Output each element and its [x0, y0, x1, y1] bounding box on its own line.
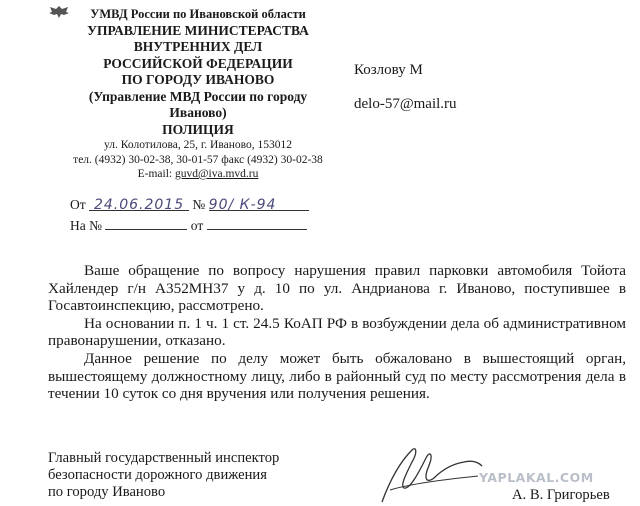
- handwritten-number: 90/ К-94: [209, 197, 309, 211]
- letterhead-email: [48, 167, 348, 182]
- signatory-title: [48, 450, 279, 501]
- letterhead-line: РОССИЙСКОЙ ФЕДЕРАЦИИ: [103, 55, 293, 71]
- signatory-title-line: по городу Иваново: [48, 484, 166, 500]
- letterhead-line: ВНУТРЕННИХ ДЕЛ: [133, 39, 263, 54]
- watermark: YAPLAKAL.COM: [479, 470, 594, 485]
- reference-row-outgoing: [70, 197, 309, 213]
- letterhead-line: (Управление МВД России по городу: [88, 88, 308, 104]
- number-sign: №: [192, 197, 206, 212]
- body-paragraph: На основании п. 1 ч. 1 ст. 24.5 КоАП РФ в возбуждении дела об административном правонарушении, отказано.: [48, 314, 626, 350]
- letter-body: [48, 262, 626, 403]
- recipient-name: Козлову М: [354, 62, 423, 78]
- letterhead-address: ул. Колотилова, 25, г. Иваново, 153012: [104, 139, 292, 151]
- to-label: На №: [70, 218, 102, 233]
- recipient-email: delo-57@mail.ru: [354, 96, 457, 112]
- letterhead-line: УМВД России по Ивановской области: [90, 7, 306, 21]
- reference-row-incoming: [70, 216, 307, 234]
- from-label: От: [70, 197, 86, 212]
- signatory-name: А. В. Григорьев: [512, 487, 610, 503]
- body-paragraph: Данное решение по делу может быть обжаловано в вышестоящий орган, вышестоящему должностному лицу, либо в районный суд по месту рассмотрения дела в течении 10 суток со дня вручения или получения решения.: [48, 349, 626, 403]
- signatory-title-line: Главный государственный инспектор: [48, 450, 280, 466]
- blank-date-field: [207, 216, 307, 230]
- body-paragraph: Ваше обращение по вопросу нарушения правил парковки автомобиля Тойота Хайлендер г/н А352МН37 у д. 10 по ул. Андрианова г. Иваново, поступившее в Госавтоинспекцию, рассмотрено.: [48, 262, 626, 315]
- letterhead-line: ПО ГОРОДУ ИВАНОВО: [121, 72, 275, 87]
- letterhead-line: Иваново): [169, 105, 227, 120]
- from-label-2: от: [190, 218, 204, 233]
- letterhead-line: УПРАВЛЕНИЕ МИНИСТЕРАСТВА: [87, 22, 309, 38]
- letterhead-police: ПОЛИЦИЯ: [162, 121, 234, 137]
- letterhead: [48, 6, 348, 182]
- blank-number-field: [105, 216, 187, 230]
- signatory-title-line: безопасности дорожного движения: [48, 467, 267, 483]
- handwritten-date: 24.06.2015: [89, 197, 189, 211]
- email-label: E-mail:: [137, 168, 173, 180]
- letterhead-phones: тел. (4932) 30-02-38, 30-01-57 факс (4932) 30-02-38: [73, 153, 323, 166]
- email-link[interactable]: guvd@iva.mvd.ru: [174, 168, 259, 180]
